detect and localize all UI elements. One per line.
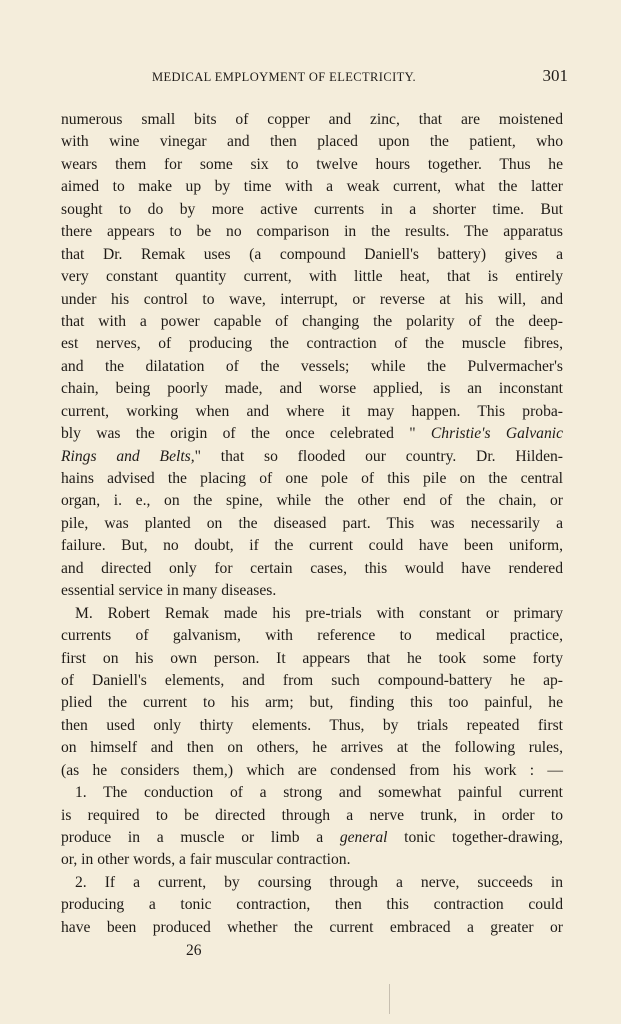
page-crease — [389, 984, 390, 1014]
signature-mark: 26 — [186, 942, 202, 959]
italic-phrase: Rings and Belts, — [61, 447, 195, 465]
italic-phrase: general — [339, 829, 388, 846]
text-line: with wine vinegar and then placed upon the patient, who — [61, 133, 563, 151]
text-line: plied the current to his arm; but, finding this too painful, he — [61, 694, 563, 712]
text-line: produce in a muscle or limb a general tonic together-drawing, — [61, 829, 563, 846]
running-title: MEDICAL EMPLOYMENT OF ELECTRICITY. — [151, 70, 417, 84]
text-line: M. Robert Remak made his pre-trials with constant or primary — [75, 604, 563, 622]
italic-phrase: Christie's Galvanic — [430, 425, 564, 443]
text-line: under his control to wave, interrupt, or reverse at his will, and — [61, 290, 563, 308]
page-number: 301 — [542, 66, 568, 85]
text-line: aimed to make up by time with a weak current, what the latter — [61, 178, 563, 196]
text-line: essential service in many diseases. — [61, 582, 277, 600]
text-line: sought to do by more active currents in a shorter time. But — [61, 200, 563, 218]
text-line: or, in other words, a fair muscular contraction. — [61, 851, 351, 869]
text-line: chain, being poorly made, and worse applied, is an inconstant — [61, 380, 563, 398]
text-line: organ, i. e., on the spine, while the other end of the chain, or — [61, 492, 563, 510]
text-line: bly was the origin of the once celebrated " Christie's Galvanic — [61, 425, 564, 443]
text-line: (as he considers them,) which are condensed from his work : — — [61, 761, 563, 779]
text-line: have been produced whether the current embraced a greater or — [61, 918, 563, 936]
text-line: is required to be directed through a nerve trunk, in order to — [61, 806, 563, 824]
text-line: currents of galvanism, with reference to medical practice, — [61, 627, 563, 645]
text-line: of Daniell's elements, and from such compound-battery he ap- — [61, 671, 563, 689]
text-line: first on his own person. It appears that he took some forty — [61, 649, 563, 667]
text-line: that with a power capable of changing the polarity of the deep- — [61, 312, 563, 330]
text-line: pile, was planted on the diseased part. This was necessarily a — [61, 514, 563, 532]
text-line: Rings and Belts," that so flooded our country. Dr. Hilden- — [61, 447, 563, 465]
text-line: and directed only for certain cases, this would have rendered — [61, 559, 563, 577]
text-line: there appears to be no comparison in the results. The apparatus — [61, 223, 563, 241]
text-line: on himself and then on others, he arrives at the following rules, — [61, 739, 563, 757]
body-text — [61, 109, 563, 939]
text-line: and the dilatation of the vessels; while the Pulvermacher's — [61, 357, 563, 375]
text-line: hains advised the placing of one pole of this pile on the central — [61, 470, 563, 487]
text-line: failure. But, no doubt, if the current could have been uniform, — [61, 537, 563, 555]
text-line: producing a tonic contraction, then this contraction could — [61, 896, 563, 914]
text-line: current, working when and where it may happen. This proba- — [61, 402, 563, 420]
text-line: est nerves, of producing the contraction of the muscle fibres, — [61, 335, 563, 353]
text-line: then used only thirty elements. Thus, by trials repeated first — [61, 716, 563, 734]
text-line: very constant quantity current, with little heat, that is entirely — [61, 268, 563, 286]
text-line: 2. If a current, by coursing through a nerve, succeeds in — [75, 873, 563, 891]
text-line: wears them for some six to twelve hours together. Thus he — [61, 155, 563, 173]
text-line: that Dr. Remak uses (a compound Daniell's battery) gives a — [61, 245, 563, 263]
text-line: 1. The conduction of a strong and somewhat painful current — [75, 784, 563, 802]
text-line: numerous small bits of copper and zinc, that are moistened — [61, 111, 563, 128]
page-header — [60, 66, 568, 88]
